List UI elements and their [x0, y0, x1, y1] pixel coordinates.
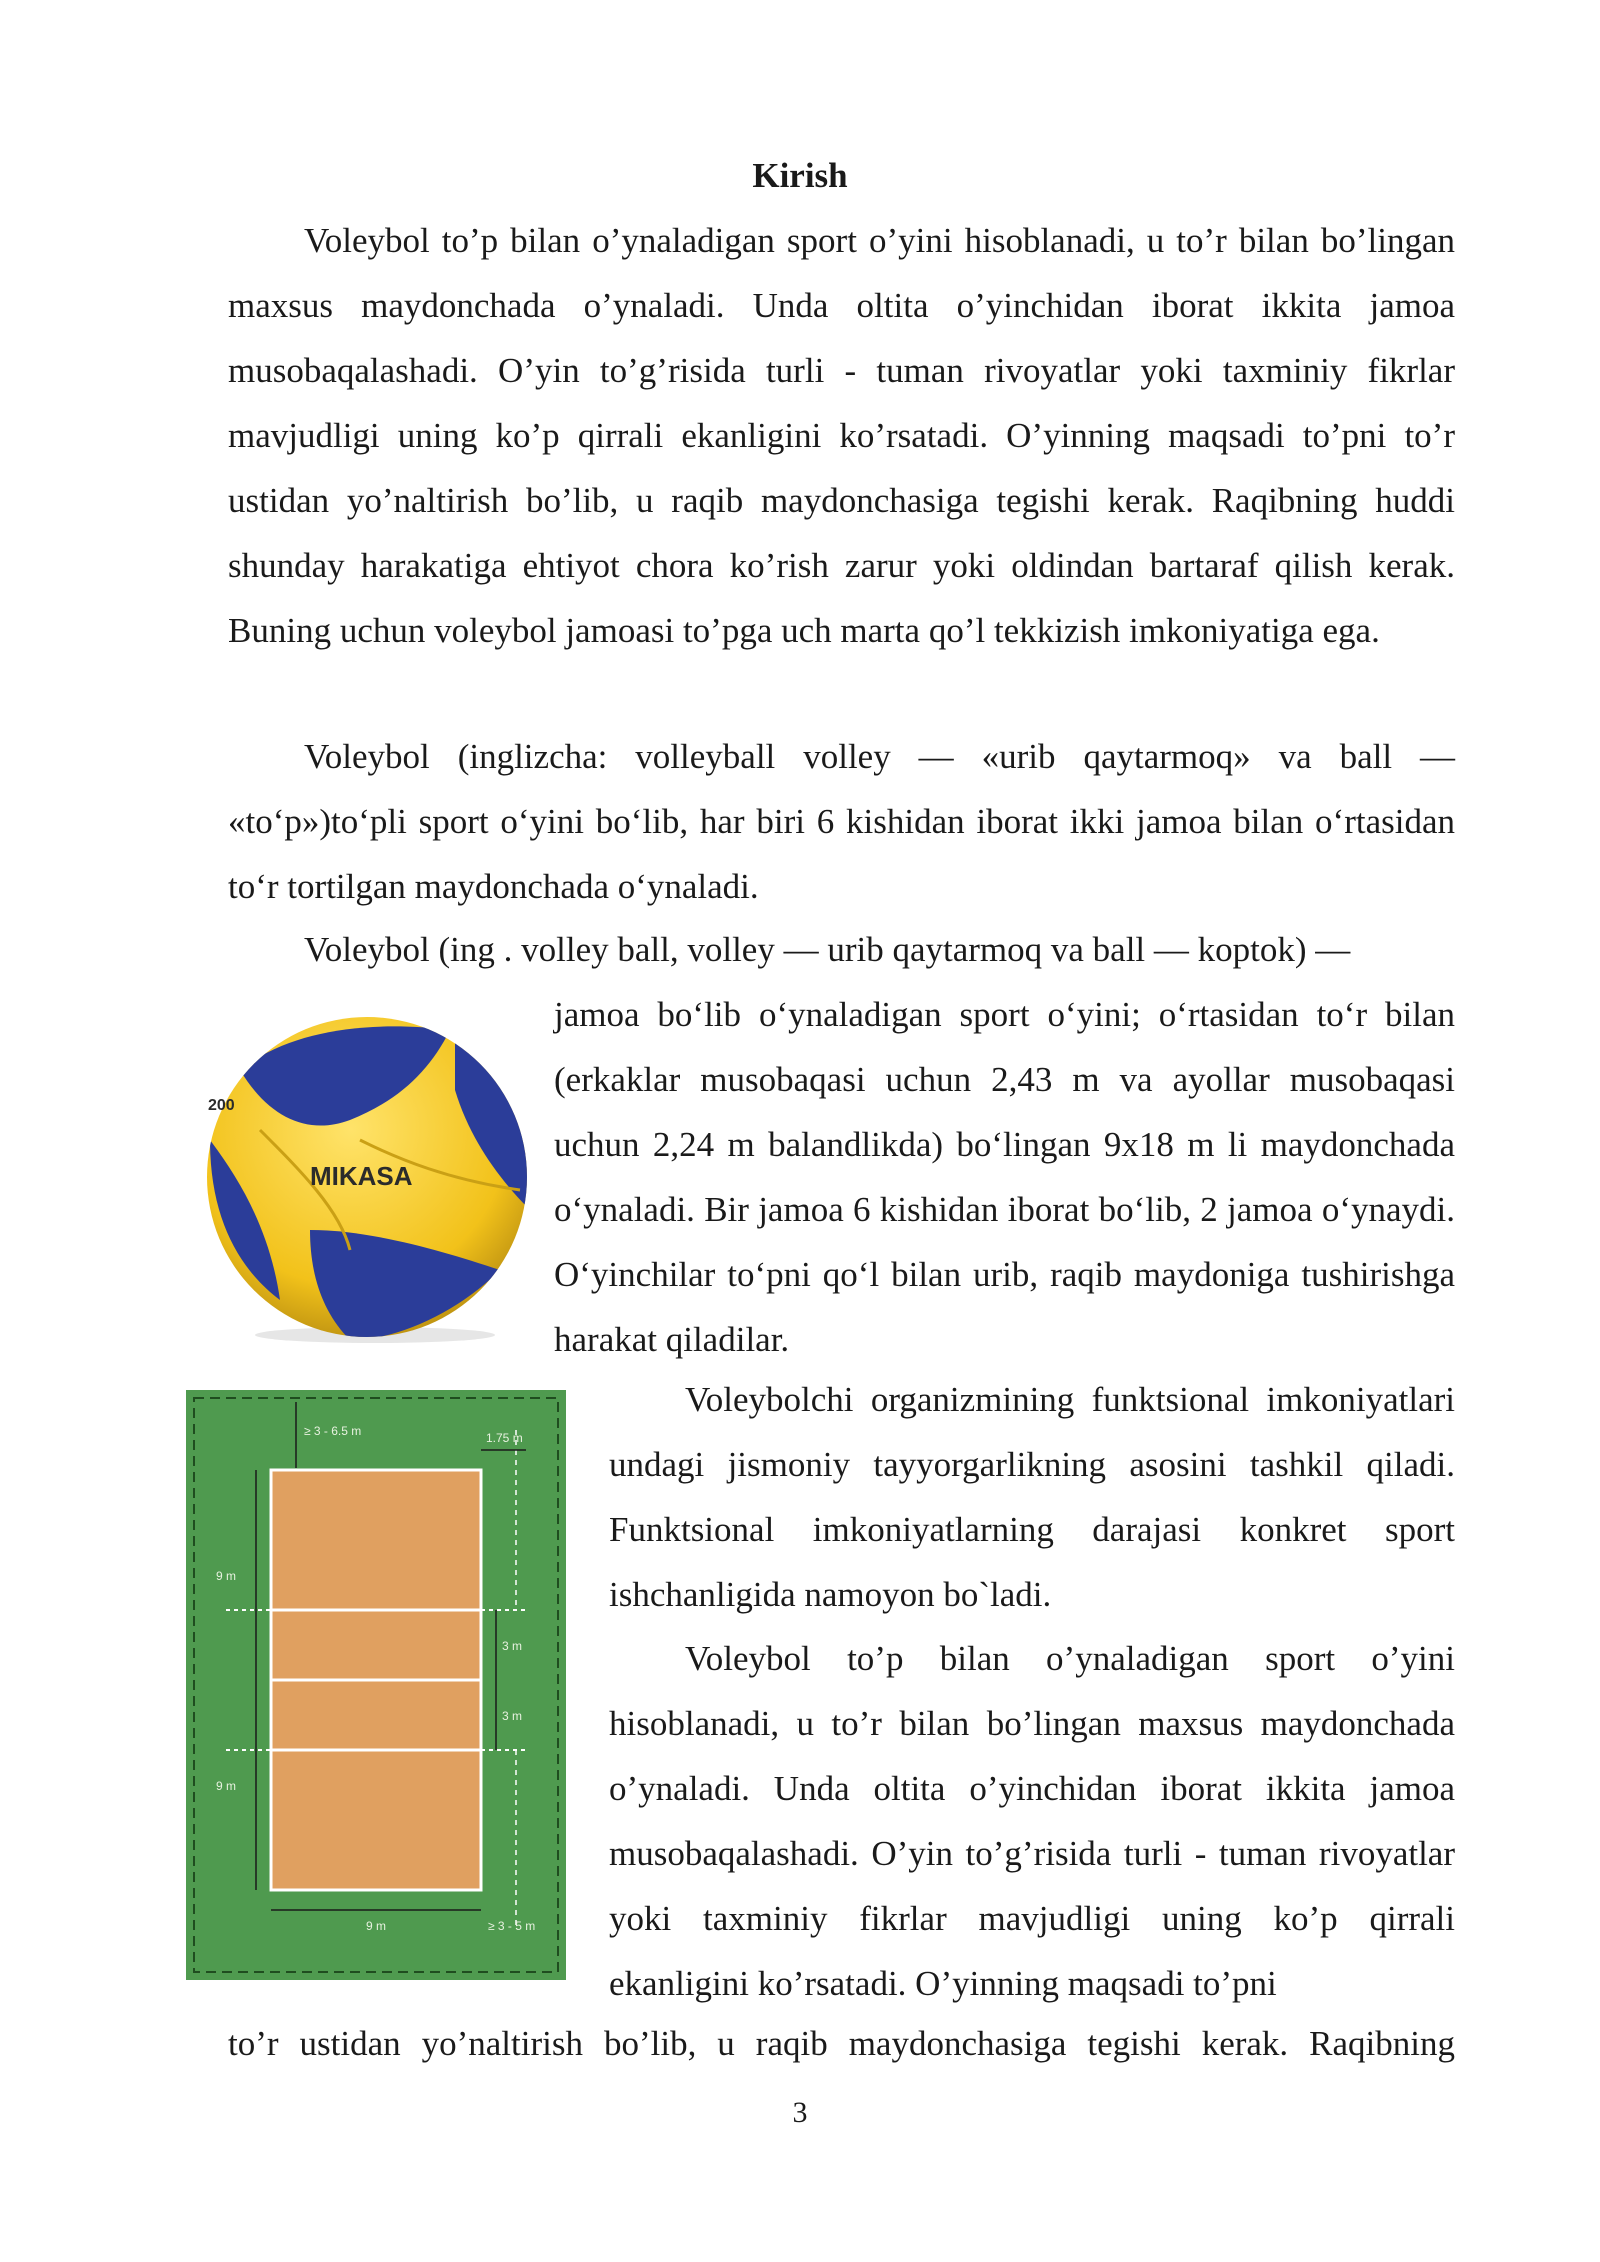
court-label-attack-top: 3 m	[502, 1639, 523, 1653]
paragraph-3-rest: jamoa bo‘lib o‘ynaladigan sport o‘yini; o‘rtasidan to‘r bilan (erkaklar musobaqasi uchun 2,43 m va ayollar musobaqasi uchun 2,24 m balandlikda) bo‘lingan 9x18 m li maydonchada o‘ynaladi. Bir jamoa 6 kishidan iborat bo‘lib, 2 jamoa o‘ynaydi. O‘yinchilar to‘pni qo‘l bilan urib, raqib maydoniga tushirishga harakat qiladilar.	[554, 995, 1455, 1359]
ball-model-label: 200	[208, 1097, 235, 1114]
ball-brand-label: MIKASA	[310, 1161, 413, 1191]
court-label-free-zone-bottom: ≥ 3 - 5 m	[488, 1919, 536, 1933]
paragraph-2: Voleybol (inglizcha: volleyball volley — «urib qaytarmoq» va ball — «to‘p»)to‘pli sport o‘yini bo‘lib, har biri 6 kishidan iborat ikki jamoa bilan o‘rtasidan to‘r tortilgan maydonchada o‘ynaladi.	[228, 737, 1455, 906]
page-number: 3	[792, 2096, 808, 2129]
paragraph-1: Voleybol to’p bilan o’ynaladigan sport o’yini hisoblanadi, u to’r bilan bo’lingan maxsus maydonchada o’ynaladi. Unda oltita o’yinchidan iborat ikkita jamoa musobaqalashadi. O’yin to’g’risida turli - tuman rivoyatlar yoki taxminiy fikrlar mavjudligi uning ko’p qirrali ekanligini ko’rsatadi. O’yinning maqsadi to’pni to’r ustidan yo’naltirish bo’lib, u raqib maydonchasiga tegishi kerak. Raqibning huddi shunday harakatiga ehtiyot chora ko’rish zarur yoki oldindan bartaraf qilish kerak. Buning uchun voleybol jamoasi to’pga uch marta qo’l tekkizish imkoniyatiga ega.	[228, 221, 1455, 650]
paragraph-5-last-line: to’r ustidan yo’naltirish bo’lib, u raqib maydonchasiga tegishi kerak. Raqibning	[228, 2024, 1455, 2063]
page-title: Kirish	[752, 156, 848, 195]
paragraph-5-wrapped: Voleybol to’p bilan o’ynaladigan sport o’yini hisoblanadi, u to’r bilan bo’lingan maxsus maydonchada o’ynaladi. Unda oltita o’yinchidan iborat ikkita jamoa musobaqalashadi. O’yin to’g’risida turli - tuman rivoyatlar yoki taxminiy fikrlar mavjudligi uning ko’p qirrali ekanligini ko’rsatadi. O’yinning maqsadi to’pni	[609, 1639, 1455, 2003]
paragraph-4: Voleybolchi organizmining funktsional imkoniyatlari undagi jismoniy tayyorgarlikning asosini tashkil qiladi. Funktsional imkoniyatlarning darajasi konkret sport ishchanligida namoyon bo`ladi.	[609, 1380, 1455, 1614]
volleyball-image	[200, 1010, 535, 1345]
court-label-side-band: 1.75 m	[486, 1431, 523, 1445]
paragraph-3-first-line: Voleybol (ing . volley ball, volley — urib qaytarmoq va ball — koptok) —	[304, 930, 1351, 969]
court-label-free-zone-top: ≥ 3 - 6.5 m	[304, 1424, 362, 1438]
court-label-half-length-bottom: 9 m	[216, 1779, 237, 1793]
court-diagram-image	[186, 1390, 566, 1980]
court-label-attack-bottom: 3 m	[502, 1709, 523, 1723]
court-label-width: 9 m	[366, 1919, 387, 1933]
court-label-half-length-top: 9 m	[216, 1569, 237, 1583]
